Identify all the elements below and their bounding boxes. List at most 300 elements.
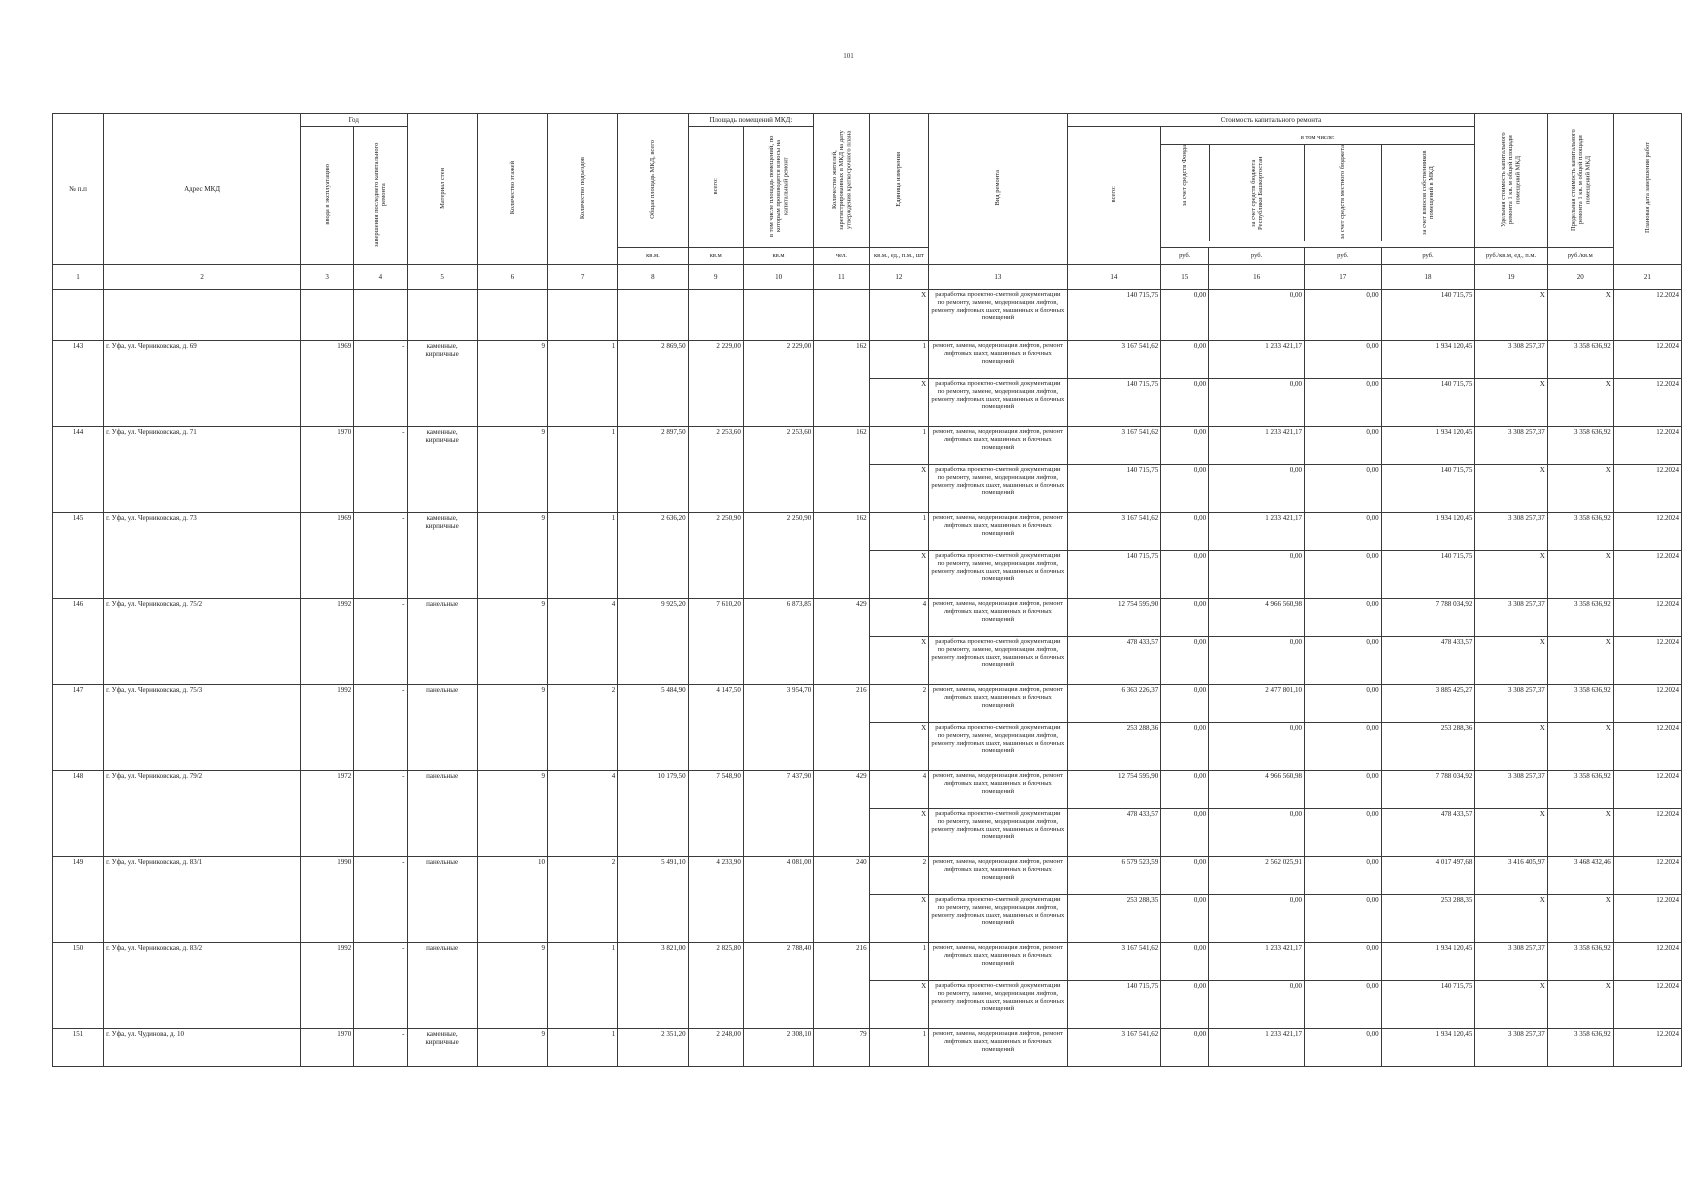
work-cost-republic: 2 562 025,91 [1209,857,1305,895]
work-specific-cost: 3 308 257,37 [1475,943,1547,981]
building-wall-material: каменные, кирпичные [407,513,477,599]
work-cost-republic: 0,00 [1209,465,1305,513]
building-wall-material: панельные [407,943,477,1029]
building-num: 151 [53,1029,104,1067]
building-year: 1992 [301,943,354,1029]
work-cost-republic: 0,00 [1209,981,1305,1029]
work-cost-republic: 0,00 [1209,551,1305,599]
col-number: 16 [1209,265,1305,290]
building-entrances: 1 [548,943,618,1029]
work-qty: 1 [869,513,929,551]
building-premises-fees: 6 873,85 [743,599,813,685]
work-qty: X [869,637,929,685]
work-cost-local: 0,00 [1304,771,1381,809]
building-address: г. Уфа, ул. Чудинова, д. 10 [104,1029,301,1067]
work-repair-type: разработка проектно-сметной документации по ремонту, замене, модернизации лифтов, ремонту лифтовых шахт, машинных и блочных помещений [929,379,1067,427]
col-number: 7 [548,265,618,290]
work-qty: 1 [869,943,929,981]
header-limit-cost: Предельная стоимость капитального ремонта 1 кв. м общей площади помещений МКД [1547,114,1613,248]
table-row [53,290,1682,341]
work-cost-owners: 3 885 425,27 [1381,685,1475,723]
building-premises-fees: 2 250,90 [743,513,813,599]
work-limit-cost: X [1547,723,1613,771]
work-planned-date: 12.2024 [1613,290,1681,341]
building-residents: 216 [814,685,869,771]
building-entrances: 1 [548,1029,618,1067]
work-cost-total: 3 167 541,62 [1067,943,1161,981]
header-specific-cost: Удельная стоимость капитального ремонта 1 кв. м общей площади помещений МКД [1475,114,1547,248]
work-planned-date: 12.2024 [1613,1029,1681,1067]
building-total-area: 2 636,20 [618,513,688,599]
work-limit-cost: 3 468 432,46 [1547,857,1613,895]
building-floors: 9 [477,685,547,771]
work-cost-total: 6 579 523,59 [1067,857,1161,895]
work-limit-cost: 3 358 636,92 [1547,1029,1613,1067]
building-year: 1972 [301,771,354,857]
col-number: 9 [688,265,743,290]
unit-specific-cost: руб./кв.м, ед., п.м. [1475,248,1547,265]
building-entrances: 4 [548,599,618,685]
col-number: 19 [1475,265,1547,290]
work-planned-date: 12.2024 [1613,465,1681,513]
work-cost-owners: 1 934 120,45 [1381,1029,1475,1067]
building-premises-total: 4 147,50 [688,685,743,771]
work-planned-date: 12.2024 [1613,341,1681,379]
building-last-repair: - [354,1029,407,1067]
building-premises-fees: 2 308,10 [743,1029,813,1067]
work-cost-fund: 0,00 [1161,1029,1209,1067]
work-cost-republic: 1 233 421,17 [1209,341,1305,379]
building-total-area: 9 925,20 [618,599,688,685]
work-specific-cost: X [1475,637,1547,685]
table-body [53,290,1682,1067]
work-cost-total: 6 363 226,37 [1067,685,1161,723]
work-planned-date: 12.2024 [1613,551,1681,599]
work-cost-local: 0,00 [1304,599,1381,637]
building-floors: 9 [477,943,547,1029]
work-specific-cost: 3 308 257,37 [1475,1029,1547,1067]
building-year: 1969 [301,513,354,599]
header-premises-area-group: Площадь помещений МКД: [688,114,814,127]
work-specific-cost: X [1475,809,1547,857]
table-row [53,427,1682,465]
work-specific-cost: X [1475,465,1547,513]
building-residents: 162 [814,513,869,599]
col-number: 18 [1381,265,1475,290]
col-number: 5 [407,265,477,290]
building-last-repair: - [354,341,407,427]
table-row [53,341,1682,379]
building-entrances: 1 [548,513,618,599]
building-residents: 240 [814,857,869,943]
work-cost-local: 0,00 [1304,895,1381,943]
work-cost-fund: 0,00 [1161,465,1209,513]
work-cost-local: 0,00 [1304,1029,1381,1067]
work-qty: X [869,895,929,943]
work-cost-owners: 253 288,36 [1381,723,1475,771]
building-num: 143 [53,341,104,427]
table-row [53,857,1682,895]
work-limit-cost: X [1547,637,1613,685]
building-total-area: 2 869,50 [618,341,688,427]
work-cost-republic: 4 966 560,98 [1209,599,1305,637]
work-specific-cost: 3 308 257,37 [1475,599,1547,637]
building-entrances: 2 [548,685,618,771]
col-number: 10 [743,265,813,290]
col-number: 20 [1547,265,1613,290]
building-premises-fees: 3 954,70 [743,685,813,771]
building-entrances: 1 [548,427,618,513]
work-cost-local: 0,00 [1304,723,1381,771]
building-wall-material: каменные, кирпичные [407,427,477,513]
work-cost-total: 3 167 541,62 [1067,341,1161,379]
col-number: 8 [618,265,688,290]
unit-measure: кв.м., ед., п.м., шт [869,248,929,265]
header-cost-breakdown [1161,127,1475,248]
building-address: г. Уфа, ул. Черниковская, д. 69 [104,341,301,427]
table-row [53,771,1682,809]
header-premises-fees: в том числе площадь помещений, по которым производятся взносы на капитальный ремонт [743,127,813,248]
work-repair-type: разработка проектно-сметной документации по ремонту, замене, модернизации лифтов, ремонту лифтовых шахт, машинных и блочных помещений [929,551,1067,599]
building-num: 144 [53,427,104,513]
unit-cost-local: руб. [1304,248,1381,265]
header-wall-material: Материал стен [407,114,477,265]
building-entrances: 2 [548,857,618,943]
work-qty: X [869,551,929,599]
header-address: Адрес МКД [104,114,301,265]
work-limit-cost: 3 358 636,92 [1547,341,1613,379]
building-premises-total: 2 250,90 [688,513,743,599]
work-cost-owners: 4 017 497,68 [1381,857,1475,895]
work-cost-local: 0,00 [1304,943,1381,981]
col-number: 6 [477,265,547,290]
building-last-repair: - [354,685,407,771]
building-year: 1992 [301,599,354,685]
work-repair-type: ремонт, замена, модернизация лифтов, ремонт лифтовых шахт, машинных и блочных помещений [929,771,1067,809]
work-planned-date: 12.2024 [1613,895,1681,943]
col-number: 2 [104,265,301,290]
work-cost-total: 478 433,57 [1067,637,1161,685]
building-total-area: 3 821,00 [618,943,688,1029]
building-residents: 429 [814,771,869,857]
building-entrances: 1 [548,341,618,427]
work-cost-fund: 0,00 [1161,981,1209,1029]
work-repair-type: разработка проектно-сметной документации по ремонту, замене, модернизации лифтов, ремонту лифтовых шахт, машинных и блочных помещений [929,637,1067,685]
col-number: 21 [1613,265,1681,290]
work-cost-total: 140 715,75 [1067,981,1161,1029]
table-row [53,1029,1682,1067]
work-cost-owners: 7 788 034,92 [1381,771,1475,809]
work-qty: 1 [869,1029,929,1067]
work-repair-type: ремонт, замена, модернизация лифтов, ремонт лифтовых шахт, машинных и блочных помещений [929,1029,1067,1067]
work-planned-date: 12.2024 [1613,685,1681,723]
work-cost-owners: 140 715,75 [1381,551,1475,599]
building-year: 1970 [301,1029,354,1067]
page-number: 101 [843,52,854,60]
building-num: 150 [53,943,104,1029]
work-cost-owners: 7 788 034,92 [1381,599,1475,637]
building-floors: 9 [477,427,547,513]
work-specific-cost: 3 308 257,37 [1475,513,1547,551]
work-cost-total: 140 715,75 [1067,551,1161,599]
work-qty: 1 [869,341,929,379]
header-cost-fund: за счет средств Фонда [1181,144,1189,206]
work-limit-cost: X [1547,290,1613,341]
building-address: г. Уфа, ул. Черниковская, д. 73 [104,513,301,599]
building-floors: 9 [477,341,547,427]
work-limit-cost: X [1547,465,1613,513]
work-cost-fund: 0,00 [1161,341,1209,379]
building-premises-fees: 4 081,00 [743,857,813,943]
work-qty: X [869,723,929,771]
work-cost-fund: 0,00 [1161,943,1209,981]
work-specific-cost: X [1475,290,1547,341]
building-wall-material: панельные [407,771,477,857]
building-address: г. Уфа, ул. Черниковская, д. 79/2 [104,771,301,857]
work-specific-cost: X [1475,895,1547,943]
work-cost-owners: 478 433,57 [1381,637,1475,685]
work-cost-republic: 0,00 [1209,723,1305,771]
building-total-area: 2 351,20 [618,1029,688,1067]
table-row [53,685,1682,723]
work-specific-cost: 3 308 257,37 [1475,341,1547,379]
building-residents: 79 [814,1029,869,1067]
work-planned-date: 12.2024 [1613,637,1681,685]
unit-cost-owners: руб. [1381,248,1475,265]
building-wall-material: панельные [407,857,477,943]
building-entrances: 4 [548,771,618,857]
header-cost-group: Стоимость капитального ремонта [1067,114,1475,127]
building-last-repair: - [354,771,407,857]
work-qty: 4 [869,599,929,637]
work-specific-cost: 3 416 405,97 [1475,857,1547,895]
building-premises-total: 2 229,00 [688,341,743,427]
work-qty: 2 [869,857,929,895]
building-address: г. Уфа, ул. Черниковская, д. 71 [104,427,301,513]
work-cost-owners: 1 934 120,45 [1381,513,1475,551]
work-repair-type: ремонт, замена, модернизация лифтов, ремонт лифтовых шахт, машинных и блочных помещений [929,513,1067,551]
building-num: 148 [53,771,104,857]
building-last-repair: - [354,599,407,685]
col-number: 4 [354,265,407,290]
work-limit-cost: X [1547,981,1613,1029]
building-year: 1990 [301,857,354,943]
work-cost-owners: 140 715,75 [1381,981,1475,1029]
work-cost-local: 0,00 [1304,551,1381,599]
building-residents: 429 [814,599,869,685]
work-cost-total: 12 754 595,90 [1067,771,1161,809]
header-repair-type: Вид ремонта [929,114,1067,265]
work-cost-owners: 253 288,35 [1381,895,1475,943]
work-cost-fund: 0,00 [1161,513,1209,551]
work-limit-cost: X [1547,895,1613,943]
work-specific-cost: X [1475,981,1547,1029]
work-cost-fund: 0,00 [1161,427,1209,465]
building-premises-fees: 2 788,40 [743,943,813,1029]
header-cost-owners: за счет взносов собственников помещений в МКД [1420,150,1436,235]
work-cost-fund: 0,00 [1161,551,1209,599]
building-premises-total: 2 248,00 [688,1029,743,1067]
header-entrances: Количество подъездов [548,114,618,265]
building-last-repair: - [354,857,407,943]
unit-total-area: кв.м. [618,248,688,265]
building-total-area: 5 484,90 [618,685,688,771]
work-cost-fund: 0,00 [1161,290,1209,341]
building-year: 1969 [301,341,354,427]
work-cost-owners: 140 715,75 [1381,290,1475,341]
building-premises-fees: 2 229,00 [743,341,813,427]
header-year-commission: ввода в эксплуатацию [301,127,354,265]
building-premises-total: 7 610,20 [688,599,743,685]
work-cost-total: 3 167 541,62 [1067,513,1161,551]
col-number: 11 [814,265,869,290]
unit-premises-total: кв.м [688,248,743,265]
unit-limit-cost: руб./кв.м [1547,248,1613,265]
work-cost-republic: 4 966 560,98 [1209,771,1305,809]
building-floors: 9 [477,771,547,857]
work-repair-type: разработка проектно-сметной документации по ремонту, замене, модернизации лифтов, ремонту лифтовых шахт, машинных и блочных помещений [929,809,1067,857]
header-premises-total: всего: [688,127,743,248]
building-floors: 9 [477,513,547,599]
building-last-repair: - [354,513,407,599]
work-qty: 1 [869,427,929,465]
work-cost-fund: 0,00 [1161,637,1209,685]
building-premises-total: 7 548,90 [688,771,743,857]
building-year: 1992 [301,685,354,771]
work-cost-local: 0,00 [1304,809,1381,857]
work-cost-fund: 0,00 [1161,895,1209,943]
col-number: 15 [1161,265,1209,290]
work-cost-fund: 0,00 [1161,723,1209,771]
work-cost-total: 478 433,57 [1067,809,1161,857]
col-number: 14 [1067,265,1161,290]
capital-repair-table [52,113,1682,1067]
work-limit-cost: X [1547,379,1613,427]
column-numbers-row [53,265,1682,290]
header-year-group: Год [301,114,407,127]
col-number: 12 [869,265,929,290]
work-repair-type: ремонт, замена, модернизация лифтов, ремонт лифтовых шахт, машинных и блочных помещений [929,599,1067,637]
work-cost-republic: 0,00 [1209,290,1305,341]
header-cost-republic: за счет средств бюджета Республики Башкортостан [1249,155,1264,230]
unit-residents: чел. [814,248,869,265]
work-cost-total: 253 288,35 [1067,895,1161,943]
work-limit-cost: 3 358 636,92 [1547,771,1613,809]
building-wall-material: каменные, кирпичные [407,1029,477,1067]
header-total-area: Общая площадь МКД, всего [618,114,688,248]
building-address: г. Уфа, ул. Черниковская, д. 75/3 [104,685,301,771]
building-wall-material: каменные, кирпичные [407,341,477,427]
header-planned-date: Плановая дата завершения работ [1613,114,1681,265]
work-cost-local: 0,00 [1304,427,1381,465]
work-cost-republic: 0,00 [1209,637,1305,685]
work-cost-fund: 0,00 [1161,771,1209,809]
work-cost-local: 0,00 [1304,290,1381,341]
work-cost-total: 253 288,36 [1067,723,1161,771]
work-qty: 2 [869,685,929,723]
building-floors: 9 [477,1029,547,1067]
work-repair-type: разработка проектно-сметной документации по ремонту, замене, модернизации лифтов, ремонту лифтовых шахт, машинных и блочных помещений [929,290,1067,341]
building-wall-material: панельные [407,685,477,771]
work-cost-republic: 1 233 421,17 [1209,1029,1305,1067]
header-year-last-repair: завершения последнего капитального ремонта [354,127,407,265]
work-planned-date: 12.2024 [1613,379,1681,427]
building-total-area: 10 179,50 [618,771,688,857]
work-limit-cost: 3 358 636,92 [1547,427,1613,465]
work-specific-cost: X [1475,723,1547,771]
work-cost-local: 0,00 [1304,857,1381,895]
col-number: 17 [1304,265,1381,290]
work-cost-fund: 0,00 [1161,599,1209,637]
building-address: г. Уфа, ул. Черниковская, д. 83/1 [104,857,301,943]
work-repair-type: ремонт, замена, модернизация лифтов, ремонт лифтовых шахт, машинных и блочных помещений [929,857,1067,895]
work-cost-republic: 1 233 421,17 [1209,943,1305,981]
work-cost-local: 0,00 [1304,465,1381,513]
work-repair-type: ремонт, замена, модернизация лифтов, ремонт лифтовых шахт, машинных и блочных помещений [929,427,1067,465]
work-planned-date: 12.2024 [1613,513,1681,551]
work-cost-republic: 0,00 [1209,895,1305,943]
work-qty: X [869,809,929,857]
header-incl: в том числе: [1161,134,1474,145]
work-planned-date: 12.2024 [1613,723,1681,771]
building-total-area: 5 491,10 [618,857,688,943]
building-address: г. Уфа, ул. Черниковская, д. 83/2 [104,943,301,1029]
building-num: 149 [53,857,104,943]
work-cost-total: 140 715,75 [1067,465,1161,513]
work-qty: X [869,379,929,427]
work-planned-date: 12.2024 [1613,981,1681,1029]
building-premises-total: 2 253,60 [688,427,743,513]
work-cost-fund: 0,00 [1161,379,1209,427]
work-repair-type: ремонт, замена, модернизация лифтов, ремонт лифтовых шахт, машинных и блочных помещений [929,341,1067,379]
work-cost-owners: 1 934 120,45 [1381,341,1475,379]
building-last-repair: - [354,427,407,513]
work-qty: X [869,465,929,513]
work-cost-republic: 0,00 [1209,379,1305,427]
work-cost-total: 12 754 595,90 [1067,599,1161,637]
table-row [53,513,1682,551]
work-cost-owners: 1 934 120,45 [1381,427,1475,465]
work-cost-republic: 1 233 421,17 [1209,427,1305,465]
work-qty: X [869,290,929,341]
work-specific-cost: 3 308 257,37 [1475,685,1547,723]
work-cost-local: 0,00 [1304,981,1381,1029]
work-cost-local: 0,00 [1304,685,1381,723]
work-planned-date: 12.2024 [1613,809,1681,857]
header-cost-total: всего: [1067,127,1161,265]
building-num: 146 [53,599,104,685]
unit-cost-republic: руб. [1209,248,1305,265]
building-floors: 10 [477,857,547,943]
table-row [53,943,1682,981]
building-last-repair: - [354,943,407,1029]
work-cost-owners: 140 715,75 [1381,379,1475,427]
header-cost-local: за счет средств местного бюджета [1339,144,1347,239]
building-premises-fees: 2 253,60 [743,427,813,513]
work-specific-cost: X [1475,379,1547,427]
work-cost-republic: 0,00 [1209,809,1305,857]
building-num: 145 [53,513,104,599]
work-limit-cost: X [1547,809,1613,857]
work-specific-cost: 3 308 257,37 [1475,427,1547,465]
work-cost-total: 140 715,75 [1067,379,1161,427]
work-cost-total: 3 167 541,62 [1067,1029,1161,1067]
building-residents: 162 [814,341,869,427]
work-limit-cost: 3 358 636,92 [1547,943,1613,981]
work-limit-cost: 3 358 636,92 [1547,685,1613,723]
work-planned-date: 12.2024 [1613,599,1681,637]
col-number: 3 [301,265,354,290]
